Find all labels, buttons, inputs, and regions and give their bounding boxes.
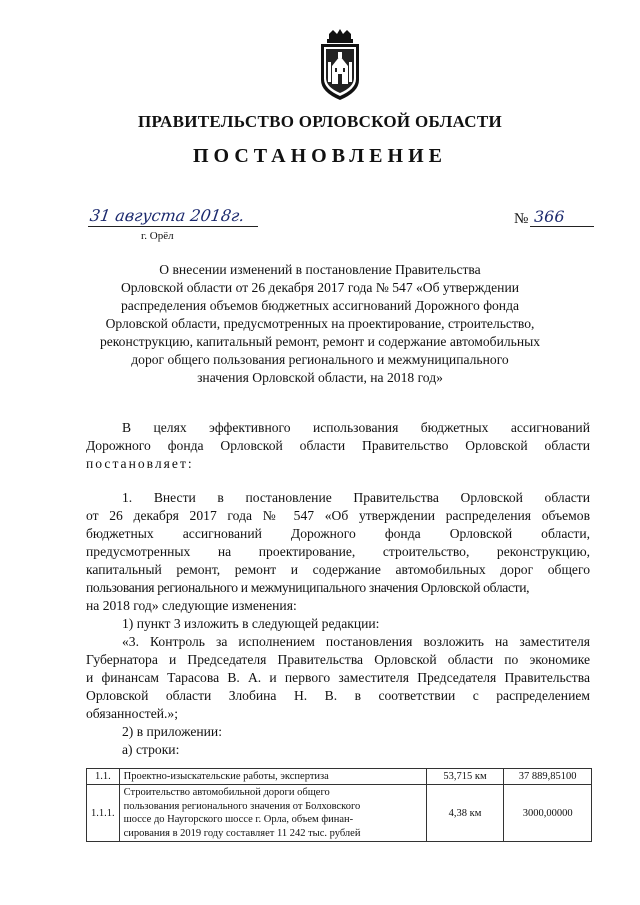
subject-line: О внесении изменений в постановление Правительства bbox=[159, 262, 481, 277]
clause-item-2: 2) в приложении: bbox=[122, 724, 222, 739]
subject-line: дорог общего пользования регионального и межмуниципального bbox=[131, 352, 509, 367]
row-length: 53,715 км bbox=[426, 769, 504, 785]
clause-line: капитальный ремонт, ремонт и содержание автомобильных дорог общего bbox=[86, 562, 590, 577]
clause-line: 1. Внести в постановление Правительства Орловской области bbox=[122, 490, 590, 505]
number-label: № bbox=[514, 211, 529, 227]
row-name-line: пользования регионального значения от Болховского bbox=[123, 800, 361, 812]
row-name-line: шоссе до Наугорского шоссе г. Орла, объем финан- bbox=[123, 814, 354, 826]
quote-line: обязанностей.»; bbox=[86, 706, 178, 721]
government-name: ПРАВИТЕЛЬСТВО ОРЛОВСКОЙ ОБЛАСТИ bbox=[137, 112, 503, 131]
row-name-line: Строительство автомобильной дороги общего bbox=[123, 787, 330, 799]
row-code: 1.1. bbox=[87, 769, 120, 785]
quote-line: «3. Контроль за исполнением постановления возложить на заместителя bbox=[122, 634, 590, 649]
preamble-line: В целях эффективного использования бюджетных ассигнований bbox=[122, 420, 590, 435]
document-type: ПОСТАНОВЛЕНИЕ bbox=[193, 145, 447, 167]
row-name-line: сирования в 2019 году составляет 11 242 тыс. рублей bbox=[123, 827, 361, 839]
clause-line: на 2018 год» следующие изменения: bbox=[86, 598, 297, 613]
road-fund-table bbox=[86, 768, 592, 842]
coat-of-arms-icon bbox=[315, 28, 365, 104]
row-length: 4,38 км bbox=[426, 785, 504, 842]
clause-item-2a: а) строки: bbox=[122, 742, 180, 757]
subject-block bbox=[70, 261, 570, 387]
row-name bbox=[119, 785, 426, 842]
table-row bbox=[87, 769, 592, 785]
clause-item-1: 1) пункт 3 изложить в следующей редакции: bbox=[122, 616, 380, 631]
date-underline bbox=[88, 226, 258, 227]
subject-line: Орловской области, предусмотренных на проектирование, строительство, bbox=[105, 316, 535, 331]
preamble-resolves: постановляет: bbox=[86, 456, 194, 471]
row-sum: 37 889,85100 bbox=[504, 769, 592, 785]
handwritten-number: 366 bbox=[534, 207, 565, 226]
subject-line: распределения объемов бюджетных ассигнований Дорожного фонда bbox=[120, 298, 520, 313]
clause-line: от 26 декабря 2017 года № 547 «Об утверждении распределения объемов bbox=[86, 508, 590, 523]
row-code: 1.1.1. bbox=[87, 785, 120, 842]
subject-line: Орловской области от 26 декабря 2017 года № 547 «Об утверждении bbox=[120, 280, 520, 295]
clause-line: бюджетных ассигнований Дорожного фонда Орловской области, bbox=[86, 526, 590, 541]
quote-line: и финансам Тарасова В. А. и первого заместителя Председателя Правительства bbox=[86, 670, 590, 685]
clause-1 bbox=[86, 489, 590, 759]
row-sum: 3000,00000 bbox=[504, 785, 592, 842]
clause-line: предусмотренных на проектирование, строительство, реконструкцию, bbox=[86, 544, 590, 559]
quote-line: Орловской области Злобина Н. В. в соответствии с распределением bbox=[86, 688, 590, 703]
preamble-line: Дорожного фонда Орловской области Правительство Орловской области bbox=[86, 438, 590, 453]
city-label: г. Орёл bbox=[141, 230, 174, 242]
clause-line: пользования регионального и межмуниципального значения Орловской области, bbox=[86, 580, 530, 595]
subject-line: реконструкцию, капитальный ремонт, ремонт и содержание автомобильных bbox=[99, 334, 541, 349]
preamble bbox=[86, 419, 590, 473]
number-underline bbox=[530, 226, 594, 227]
subject-line: значения Орловской области, на 2018 год» bbox=[197, 370, 443, 385]
handwritten-date: 31 августа 2018г. bbox=[88, 206, 246, 225]
quote-line: Губернатора и Председателя Правительства Орловской области по экономике bbox=[86, 652, 590, 667]
row-name: Проектно-изыскательские работы, экспертиза bbox=[119, 769, 426, 785]
table-row bbox=[87, 785, 592, 842]
